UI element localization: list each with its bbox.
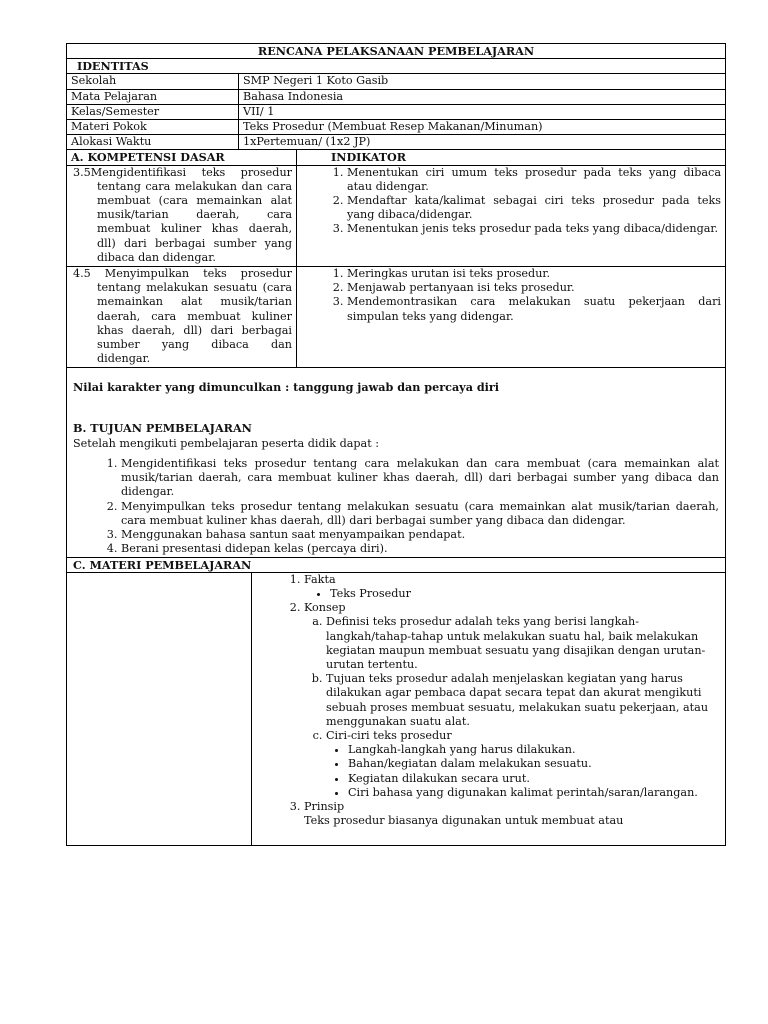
- indikator-item: 2. Menjawab pertanyaan isi teks prosedur.: [347, 281, 721, 295]
- tujuan-list: [73, 457, 719, 556]
- ciri-bullet: • Ciri bahasa yang digunakan kalimat perintah/saran/larangan.: [348, 786, 721, 800]
- kd-heading: A. KOMPETENSI DASAR: [67, 150, 297, 165]
- identitas-label: Mata Pelajaran: [67, 89, 239, 104]
- fakta-bullet: • Teks Prosedur: [330, 587, 721, 601]
- identitas-heading: IDENTITAS: [67, 59, 726, 74]
- identitas-label: Materi Pokok: [67, 120, 239, 135]
- indikator-item: 3. Menentukan jenis teks prosedur pada teks yang dibaca/didengar.: [347, 222, 721, 236]
- materi-item-prinsip: [304, 800, 721, 828]
- kd-number: 4.5: [73, 267, 91, 281]
- kd-number: 3.5: [73, 165, 91, 179]
- kd-cell: [67, 165, 297, 266]
- kompetensi-table: [66, 150, 726, 368]
- tujuan-item: 1. Mengidentifikasi teks prosedur tentang cara melakukan dan cara membuat (cara memainkan alat musik/tarian daerah, cara membuat kuliner khas daerah, dll) dari berbagai sumber yang dibaca dan didengar.: [121, 457, 719, 500]
- tujuan-item: 3. Menggunakan bahasa santun saat menyampaikan pendapat.: [121, 528, 719, 542]
- kd-cell: [67, 267, 297, 368]
- indikator-heading: INDIKATOR: [297, 150, 726, 165]
- identitas-value: 1xPertemuan/ (1x2 JP): [239, 135, 726, 150]
- prinsip-label: Prinsip: [304, 799, 345, 813]
- materi-empty-cell: [67, 573, 252, 846]
- materi-list: [256, 573, 721, 829]
- tujuan-table: [66, 368, 726, 572]
- identitas-value: VII/ 1: [239, 104, 726, 119]
- identitas-row: [67, 135, 726, 150]
- identitas-label: Alokasi Waktu: [67, 135, 239, 150]
- identitas-value: SMP Negeri 1 Koto Gasib: [239, 74, 726, 89]
- materi-item-konsep: [304, 601, 721, 800]
- kd-row: [67, 165, 726, 266]
- ciri-label: Ciri-ciri teks prosedur: [326, 728, 452, 742]
- materi-table: [66, 573, 726, 846]
- indikator-item: 2. Mendaftar kata/kalimat sebagai ciri teks prosedur pada teks yang dibaca/didengar.: [347, 194, 721, 222]
- tujuan-heading: B. TUJUAN PEMBELAJARAN: [73, 420, 252, 435]
- konsep-item: b. Tujuan teks prosedur adalah menjelaskan kegiatan yang harus dilakukan agar pembaca dapat secara tepat dan akurat mengikuti sebuah proses membuat sesuatu, melakukan suatu pekerjaan, atau menggunakan suatu alat.: [326, 672, 721, 729]
- identitas-row: [67, 104, 726, 119]
- identitas-row: [67, 120, 726, 135]
- materi-item-fakta: [304, 573, 721, 601]
- indikator-cell: [297, 267, 726, 368]
- identitas-row: [67, 89, 726, 104]
- kd-text: Menyimpulkan teks prosedur tentang melakukan sesuatu (cara memainkan alat musik/tarian daerah, cara membuat kuliner khas daerah, dll) dari berbagai sumber yang dibaca dan didengar.: [97, 267, 292, 366]
- nilai-karakter: Nilai karakter yang dimunculkan : tanggung jawab dan percaya diri: [73, 380, 500, 395]
- rpp-document: [66, 43, 726, 846]
- identitas-row: [67, 74, 726, 89]
- ciri-bullet: • Kegiatan dilakukan secara urut.: [348, 772, 721, 786]
- identitas-label: Kelas/Semester: [67, 104, 239, 119]
- indikator-item: 1. Meringkas urutan isi teks prosedur.: [347, 267, 721, 281]
- tujuan-intro: Setelah mengikuti pembelajaran peserta didik dapat :: [73, 436, 380, 450]
- ciri-bullet: • Langkah-langkah yang harus dilakukan.: [348, 743, 721, 757]
- identitas-value: Teks Prosedur (Membuat Resep Makanan/Minuman): [239, 120, 726, 135]
- fakta-label: Fakta: [304, 572, 336, 586]
- identitas-value: Bahasa Indonesia: [239, 89, 726, 104]
- prinsip-text: Teks prosedur biasanya digunakan untuk membuat atau: [304, 814, 624, 828]
- ciri-bullet: • Bahan/kegiatan dalam melakukan sesuatu.: [348, 757, 721, 771]
- document-title: RENCANA PELAKSANAAN PEMBELAJARAN: [67, 44, 726, 59]
- indikator-item: 3. Mendemontrasikan cara melakukan suatu pekerjaan dari simpulan teks yang didengar.: [347, 295, 721, 323]
- indikator-cell: [297, 165, 726, 266]
- indikator-item: 1. Menentukan ciri umum teks prosedur pada teks yang dibaca atau didengar.: [347, 166, 721, 194]
- identitas-label: Sekolah: [67, 74, 239, 89]
- konsep-item: a. Definisi teks prosedur adalah teks yang berisi langkah-langkah/tahap-tahap untuk melakukan suatu hal, baik melakukan kegiatan maupun membuat sesuatu yang disajikan dengan urutan-urutan tertentu.: [326, 615, 721, 672]
- konsep-item: [326, 729, 721, 800]
- materi-content-cell: [252, 573, 726, 846]
- kd-text: Mengidentifikasi teks prosedur tentang cara melakukan dan cara membuat (cara memainkan alat musik/tarian daerah, cara membuat kuliner khas daerah, dll) dari berbagai sumber yang dibaca dan didengar.: [90, 165, 292, 264]
- konsep-label: Konsep: [304, 601, 346, 615]
- tujuan-item: 4. Berani presentasi didepan kelas (percaya diri).: [121, 542, 719, 556]
- materi-heading: C. MATERI PEMBELAJARAN: [67, 557, 726, 572]
- identitas-table: [66, 43, 726, 150]
- kd-row: [67, 267, 726, 368]
- tujuan-cell: [67, 368, 726, 557]
- tujuan-item: 2. Menyimpulkan teks prosedur tentang melakukan sesuatu (cara memainkan alat musik/tarian daerah, cara membuat kuliner khas daerah, dll) dari berbagai sumber yang dibaca dan didengar.: [121, 500, 719, 528]
